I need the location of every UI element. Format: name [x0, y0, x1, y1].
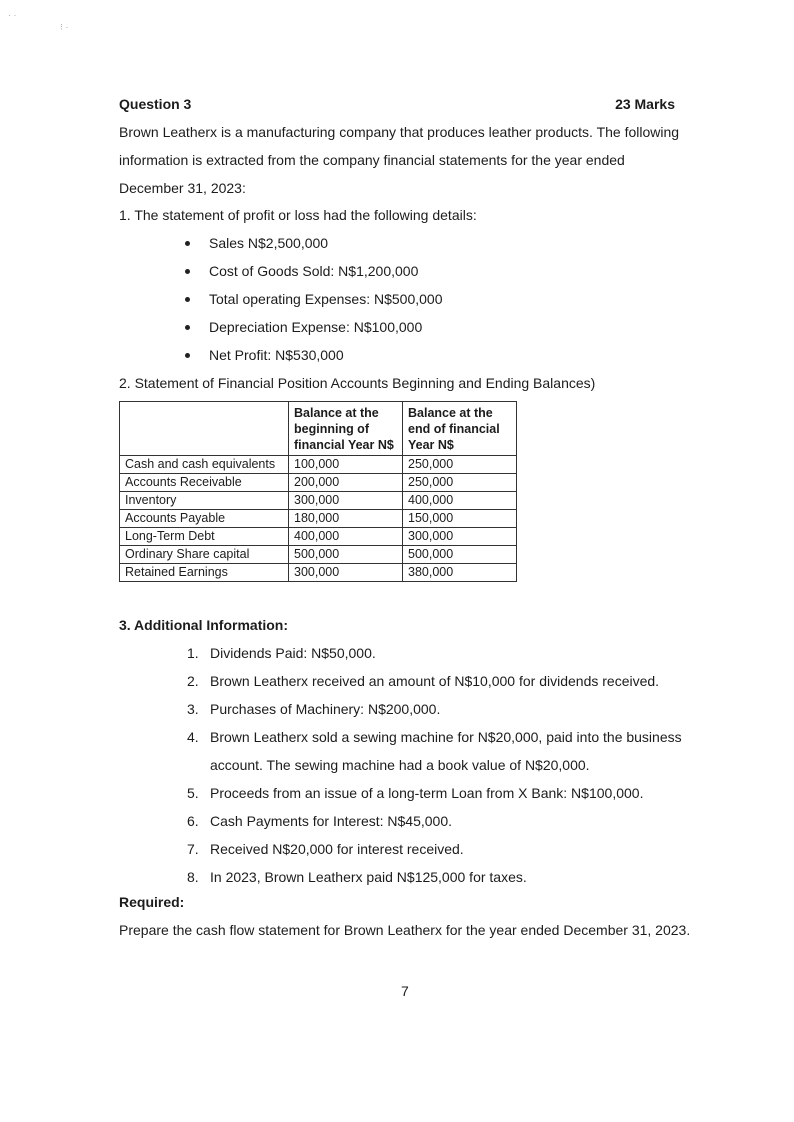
table-row: [120, 564, 517, 582]
header-line: Balance at the: [408, 406, 493, 420]
item-number: 5.: [187, 785, 199, 801]
list-item: Net Profit: N$530,000: [209, 347, 344, 363]
list-item: Depreciation Expense: N$100,000: [209, 319, 423, 335]
bullet-icon: [185, 353, 190, 358]
required-text: Prepare the cash flow statement for Brown Leatherx for the year ended December 31, 2023.: [119, 922, 691, 938]
question-title: Question 3: [119, 96, 192, 112]
row-label: Ordinary Share capital: [120, 546, 289, 564]
row-end-value: 250,000: [403, 456, 517, 474]
list-item: Total operating Expenses: N$500,000: [209, 291, 443, 307]
list-item: Dividends Paid: N$50,000.: [210, 645, 376, 661]
header-line: end of financial: [408, 422, 500, 436]
item-number: 2.: [187, 673, 199, 689]
header-line: Balance at the: [294, 406, 379, 420]
row-begin-value: 200,000: [289, 474, 403, 492]
list-item: Brown Leatherx received an amount of N$10,000 for dividends received.: [210, 673, 660, 689]
item-number: 6.: [187, 813, 199, 829]
scan-artifact: · ·: [8, 10, 17, 20]
row-label: Long-Term Debt: [120, 528, 289, 546]
header-line: beginning of: [294, 422, 369, 436]
intro-line: December 31, 2023:: [119, 180, 246, 196]
table-row: [120, 474, 517, 492]
item-number: 1.: [187, 645, 199, 661]
balance-table: [119, 401, 517, 582]
bullet-icon: [185, 269, 190, 274]
table-row: [120, 510, 517, 528]
list-item: Sales N$2,500,000: [209, 235, 329, 251]
row-end-value: 300,000: [403, 528, 517, 546]
row-label: Inventory: [120, 492, 289, 510]
row-end-value: 500,000: [403, 546, 517, 564]
list-item: In 2023, Brown Leatherx paid N$125,000 for taxes.: [210, 869, 527, 885]
row-begin-value: 300,000: [289, 564, 403, 582]
section1-heading: 1. The statement of profit or loss had the following details:: [119, 207, 477, 223]
bullet-icon: [185, 297, 190, 302]
list-item: Brown Leatherx sold a sewing machine for N$20,000, paid into the business: [210, 729, 682, 745]
table-row: [120, 456, 517, 474]
row-end-value: 380,000: [403, 564, 517, 582]
required-heading: Required:: [119, 894, 185, 910]
list-item: Purchases of Machinery: N$200,000.: [210, 701, 441, 717]
list-item: Cash Payments for Interest: N$45,000.: [210, 813, 453, 829]
row-begin-value: 100,000: [289, 456, 403, 474]
list-item: Proceeds from an issue of a long-term Loan from X Bank: N$100,000.: [210, 785, 644, 801]
bullet-icon: [185, 325, 190, 330]
table-header-cell: [289, 402, 403, 456]
row-end-value: 400,000: [403, 492, 517, 510]
scan-artifact: ⁝ ·: [60, 22, 69, 32]
row-begin-value: 500,000: [289, 546, 403, 564]
row-end-value: 150,000: [403, 510, 517, 528]
list-item: Received N$20,000 for interest received.: [210, 841, 464, 857]
row-label: Cash and cash equivalents: [120, 456, 289, 474]
item-number: 7.: [187, 841, 199, 857]
intro-line: information is extracted from the company financial statements for the year ended: [119, 152, 625, 168]
table-header-row: [120, 402, 517, 456]
question-marks: 23 Marks: [615, 96, 675, 112]
list-item: Cost of Goods Sold: N$1,200,000: [209, 263, 419, 279]
section2-heading: 2. Statement of Financial Position Accounts Beginning and Ending Balances): [119, 375, 596, 391]
row-label: Retained Earnings: [120, 564, 289, 582]
page-number: 7: [401, 983, 409, 999]
header-line: Year N$: [408, 438, 454, 452]
row-begin-value: 300,000: [289, 492, 403, 510]
header-line: financial Year N$: [294, 438, 394, 452]
row-end-value: 250,000: [403, 474, 517, 492]
table-row: [120, 546, 517, 564]
item-number: 3.: [187, 701, 199, 717]
table-header-cell: [403, 402, 517, 456]
bullet-icon: [185, 241, 190, 246]
item-number: 8.: [187, 869, 199, 885]
row-label: Accounts Payable: [120, 510, 289, 528]
row-begin-value: 180,000: [289, 510, 403, 528]
section3-heading: 3. Additional Information:: [119, 617, 289, 633]
intro-line: Brown Leatherx is a manufacturing company that produces leather products. The following: [119, 124, 680, 140]
item-number: 4.: [187, 729, 199, 745]
table-row: [120, 492, 517, 510]
list-item-continuation: account. The sewing machine had a book value of N$20,000.: [210, 757, 590, 773]
row-begin-value: 400,000: [289, 528, 403, 546]
table-row: [120, 528, 517, 546]
table-header-cell: [120, 402, 289, 456]
row-label: Accounts Receivable: [120, 474, 289, 492]
